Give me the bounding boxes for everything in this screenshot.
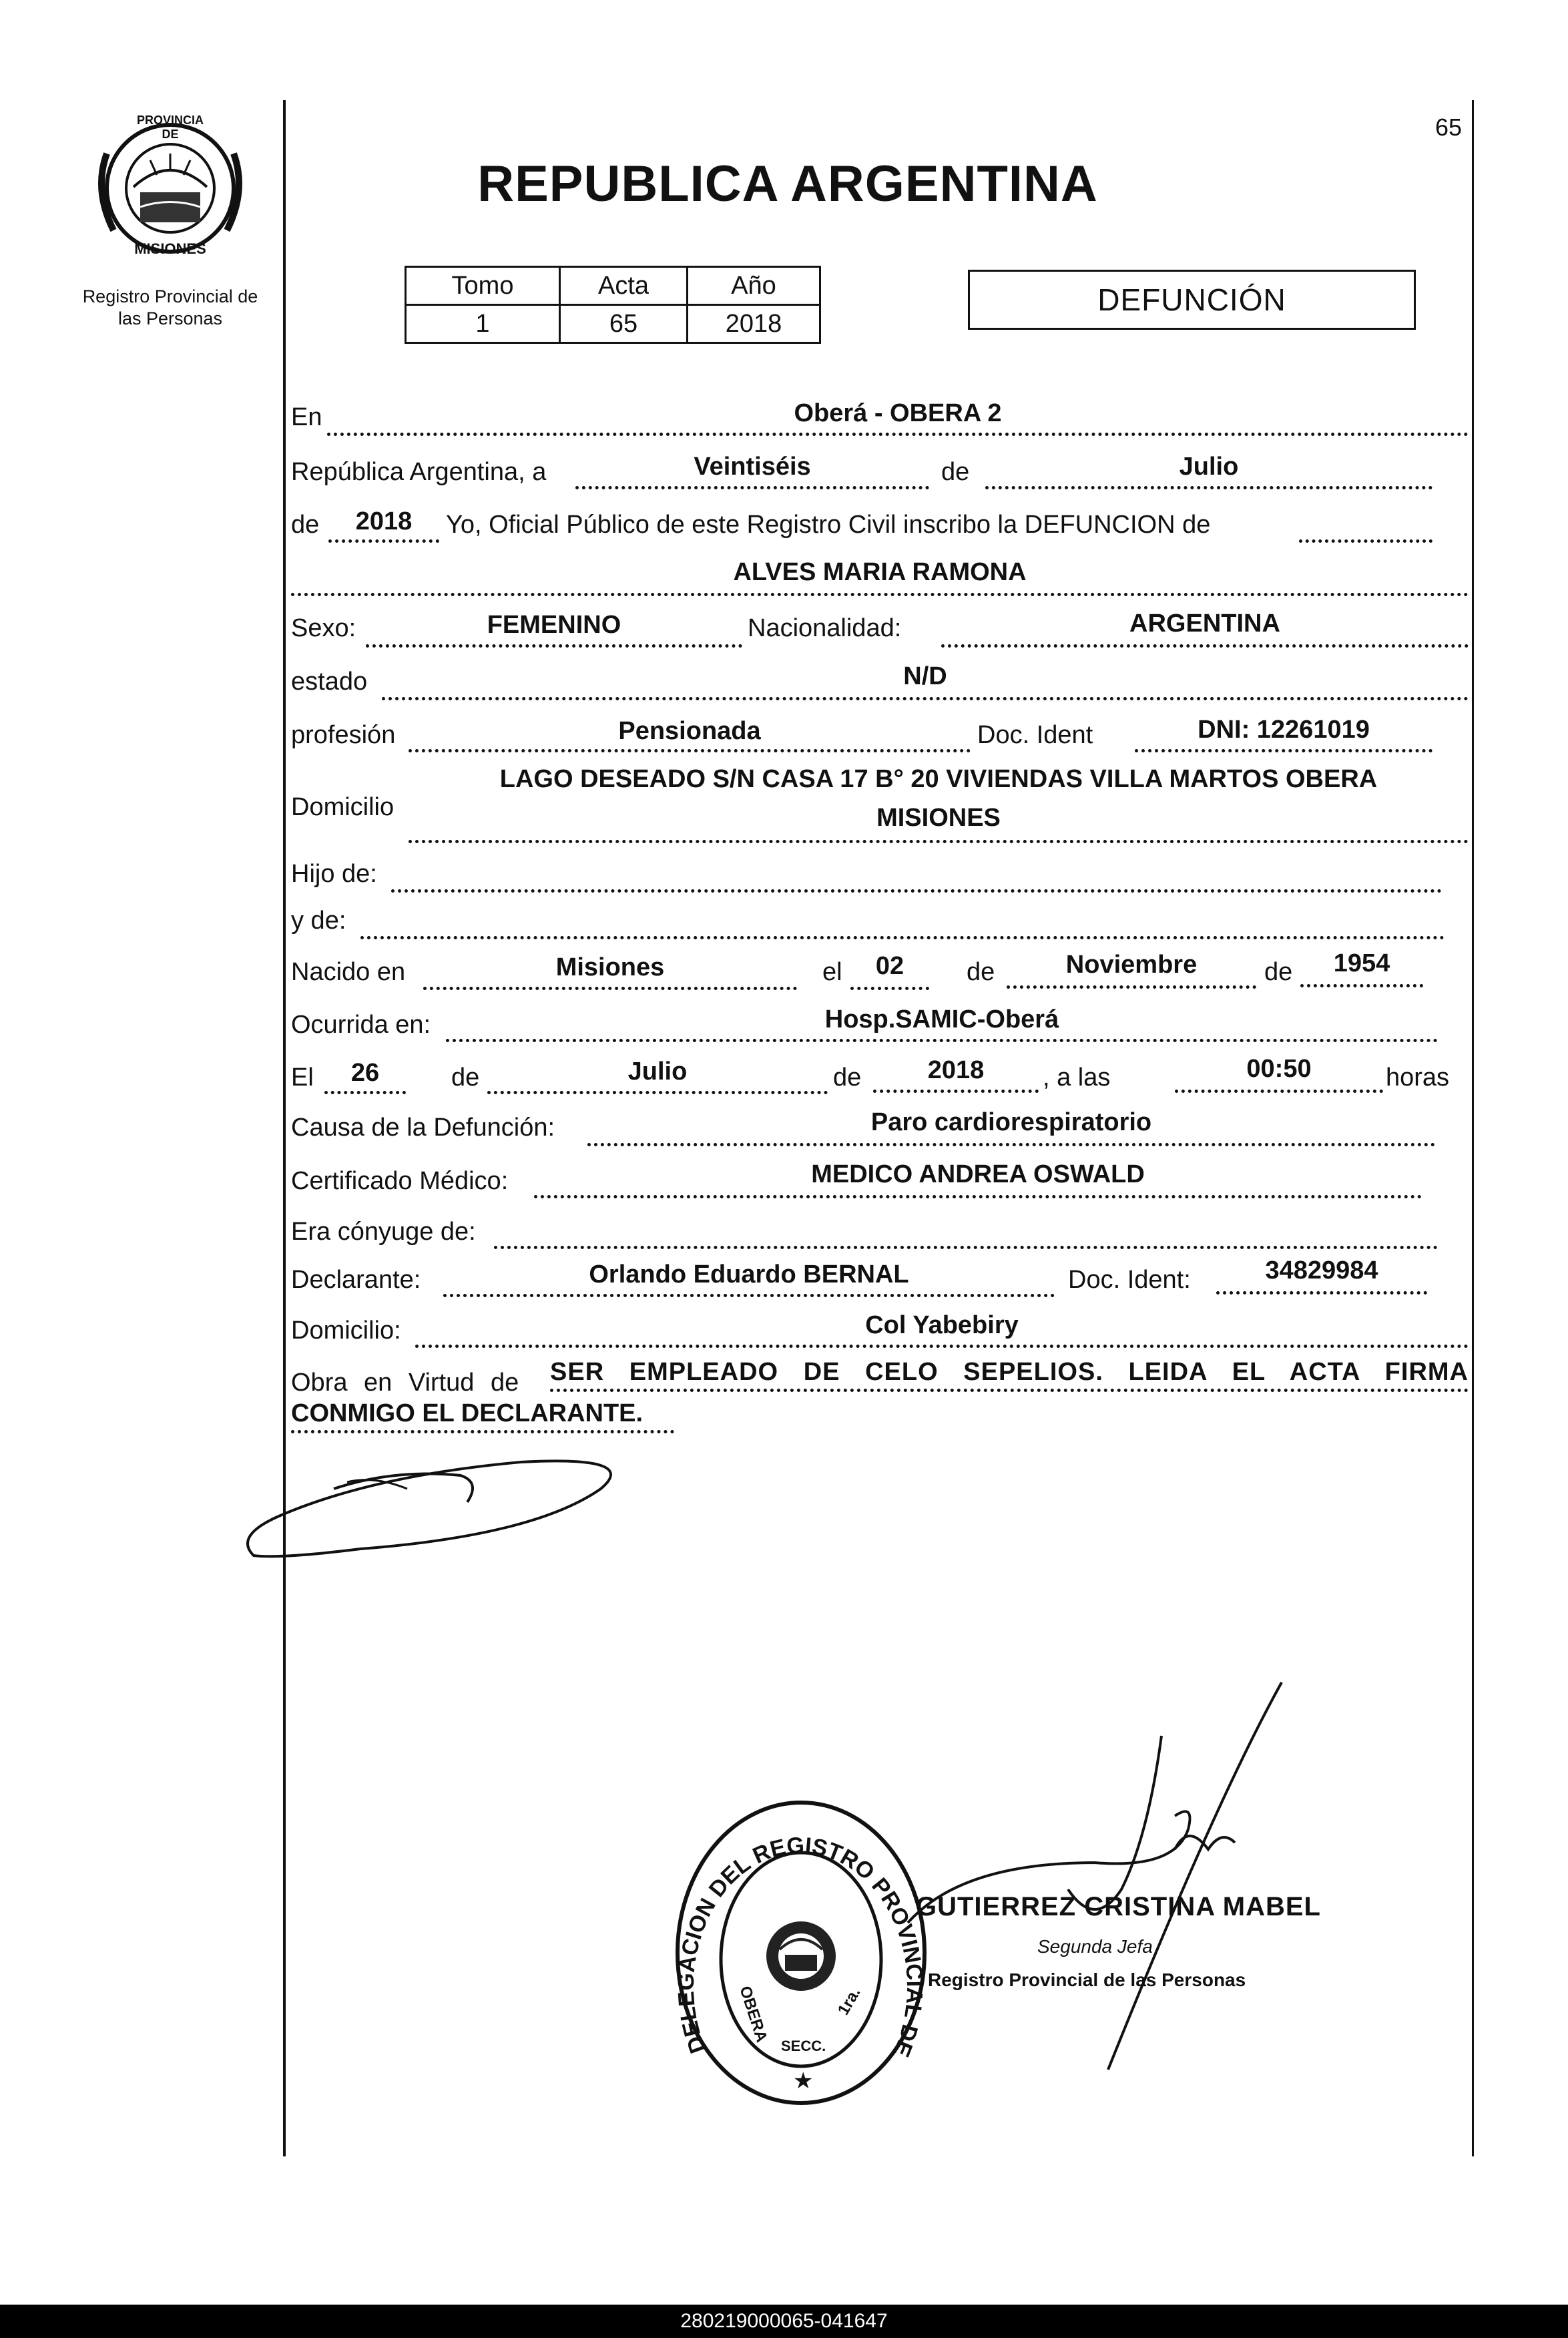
- registry-name-line2: las Personas: [117, 308, 223, 328]
- dotted-line: [1300, 984, 1423, 987]
- label-de: de: [451, 1064, 480, 1092]
- label-horas: horas: [1386, 1064, 1450, 1092]
- label-hijo-de: Hijo de:: [291, 860, 377, 888]
- label-nacido-en: Nacido en: [291, 958, 406, 986]
- dotted-line: [1175, 1090, 1383, 1093]
- label-el: el: [822, 958, 842, 986]
- label-doc-ident: Doc. Ident: [977, 721, 1093, 749]
- label-domicilio-2: Domicilio:: [291, 1317, 401, 1345]
- field-anio: 2018: [355, 507, 413, 535]
- field-nacionalidad: ARGENTINA: [1129, 610, 1280, 638]
- label-el-cap: El: [291, 1064, 314, 1092]
- field-mes: Julio: [1179, 453, 1239, 481]
- registry-name-line1: Registro Provincial de: [82, 286, 258, 306]
- barcode-number: 280219000065-041647: [0, 2305, 1568, 2338]
- label-republica: República Argentina, a: [291, 458, 547, 486]
- field-defuncion-dia: 26: [350, 1059, 380, 1087]
- stamp-inner-left: OBERA: [736, 1983, 771, 2045]
- label-de: de: [833, 1064, 862, 1092]
- label-certificado: Certificado Médico:: [291, 1167, 509, 1195]
- label-de: de: [941, 458, 970, 486]
- label-domicilio: Domicilio: [291, 793, 395, 821]
- label-estado: estado: [291, 668, 368, 696]
- dotted-line: [1299, 539, 1432, 543]
- declarant-signature: [240, 1442, 654, 1562]
- record-table-cell: 65: [560, 305, 688, 343]
- dotted-line: [587, 1143, 1435, 1146]
- dotted-line: [575, 486, 929, 489]
- dotted-line: [446, 1039, 1438, 1042]
- dotted-line: [487, 1091, 828, 1094]
- label-de: de: [967, 958, 995, 986]
- dotted-line: [550, 1389, 1469, 1392]
- record-table-header: Tomo: [406, 267, 560, 305]
- record-table: [405, 266, 821, 344]
- record-table-cell: 2018: [688, 305, 820, 343]
- official-signature: [894, 1669, 1308, 2083]
- field-obra-line1: SER EMPLEADO DE CELO SEPELIOS. LEIDA EL ACTA FIRMA: [550, 1358, 1469, 1386]
- field-sexo: FEMENINO: [487, 611, 621, 639]
- dotted-line: [873, 1090, 1039, 1093]
- dotted-line: [985, 486, 1432, 489]
- field-doc-ident: DNI: 12261019: [1198, 716, 1370, 744]
- label-y-de: y de:: [291, 907, 346, 935]
- page-number: 65: [1435, 113, 1463, 141]
- field-dia-texto: Veintiséis: [694, 453, 811, 481]
- dotted-line: [291, 593, 1469, 596]
- dotted-line: [360, 936, 1445, 939]
- field-obra-line2: CONMIGO EL DECLARANTE.: [291, 1399, 643, 1427]
- field-domicilio-line2: MISIONES: [876, 804, 1001, 832]
- dotted-line: [327, 433, 1469, 436]
- field-estado: N/D: [903, 662, 947, 690]
- official-office: Registro Provincial de las Personas: [928, 1969, 1246, 1990]
- label-causa: Causa de la Defunción:: [291, 1114, 555, 1142]
- dotted-line: [941, 644, 1469, 648]
- stamp-star-icon: ★: [793, 2068, 814, 2094]
- seal-text-bottom: MISIONES: [134, 240, 206, 257]
- province-coat-of-arms: [93, 113, 247, 267]
- record-table-header: Año: [688, 267, 820, 305]
- dotted-line: [415, 1345, 1469, 1348]
- field-nombre: ALVES MARIA RAMONA: [733, 558, 1027, 586]
- field-certificado: MEDICO ANDREA OSWALD: [811, 1160, 1145, 1188]
- label-yo-oficial: Yo, Oficial Público de este Registro Civil inscribo la DEFUNCION de: [446, 511, 1211, 539]
- dotted-line: [534, 1195, 1422, 1198]
- field-declarante-domicilio: Col Yabebiry: [865, 1311, 1019, 1339]
- label-sexo: Sexo:: [291, 614, 356, 642]
- dotted-line: [409, 749, 971, 752]
- dotted-line: [324, 1091, 406, 1094]
- dotted-line: [494, 1246, 1438, 1249]
- field-declarante-doc: 34829984: [1265, 1256, 1378, 1284]
- field-defuncion-mes: Julio: [627, 1058, 688, 1086]
- dotted-line: [423, 987, 797, 990]
- field-causa: Paro cardiorespiratorio: [870, 1108, 1152, 1136]
- field-lugar: Oberá - OBERA 2: [794, 399, 1002, 427]
- label-ocurrida-en: Ocurrida en:: [291, 1011, 431, 1039]
- right-margin-rule: [1472, 100, 1474, 2156]
- registry-name: [63, 286, 277, 330]
- stamp-inner-right: 1ra.: [834, 1984, 864, 2018]
- record-table-header: Acta: [560, 267, 688, 305]
- dotted-line: [366, 644, 742, 648]
- dotted-line: [1135, 749, 1432, 752]
- label-de: de: [1264, 958, 1293, 986]
- dotted-line: [1216, 1291, 1427, 1295]
- record-type-box: DEFUNCIÓN: [968, 270, 1416, 330]
- label-de: de: [291, 511, 320, 539]
- field-defuncion-anio: 2018: [927, 1056, 985, 1084]
- left-margin-rule: [283, 100, 286, 2156]
- record-table-header-row: [406, 267, 820, 305]
- stamp-coat-of-arms-icon: [766, 1921, 836, 1991]
- dotted-line: [382, 697, 1469, 700]
- label-a-las: , a las: [1043, 1064, 1111, 1092]
- dotted-line: [443, 1294, 1055, 1297]
- field-domicilio-line1: LAGO DESEADO S/N CASA 17 B° 20 VIVIENDAS VILLA MARTOS OBERA: [499, 765, 1378, 793]
- label-doc-ident-2: Doc. Ident:: [1068, 1266, 1191, 1294]
- official-role: Segunda Jefa: [1037, 1936, 1153, 1957]
- dotted-line: [409, 840, 1469, 843]
- field-ocurrida-en: Hosp.SAMIC-Oberá: [824, 1005, 1059, 1033]
- field-nacido-en: Misiones: [555, 953, 665, 981]
- seal-text-top: PROVINCIA DE: [136, 113, 204, 141]
- field-declarante: Orlando Eduardo BERNAL: [589, 1260, 909, 1289]
- label-obra-virtud: Obra en Virtud de: [291, 1369, 519, 1397]
- label-nacionalidad: Nacionalidad:: [748, 614, 902, 642]
- field-nacimiento-mes: Noviembre: [1065, 951, 1198, 979]
- stamp-outer-text: DELEGACION DEL REGISTRO PROVINCIAL DE: [673, 1832, 928, 2061]
- record-table-cell: 1: [406, 305, 560, 343]
- dotted-line: [328, 539, 439, 543]
- field-nacimiento-dia: 02: [875, 952, 904, 980]
- official-name: GUTIERREZ CRISTINA MABEL: [916, 1892, 1321, 1921]
- dotted-line: [1007, 985, 1256, 989]
- field-defuncion-hora: 00:50: [1246, 1055, 1312, 1083]
- dotted-line: [291, 1430, 674, 1433]
- label-en: En: [291, 403, 322, 431]
- field-nacimiento-anio: 1954: [1333, 949, 1390, 977]
- page-title: REPUBLICA ARGENTINA: [477, 156, 1098, 212]
- field-profesion: Pensionada: [618, 717, 761, 745]
- label-declarante: Declarante:: [291, 1266, 421, 1294]
- record-table-value-row: [406, 305, 820, 343]
- stamp-inner-bottom: SECC.: [781, 2038, 826, 2054]
- dotted-line: [391, 889, 1442, 893]
- label-profesion: profesión: [291, 721, 396, 749]
- dotted-line: [850, 987, 929, 990]
- label-conyuge: Era cónyuge de:: [291, 1218, 476, 1246]
